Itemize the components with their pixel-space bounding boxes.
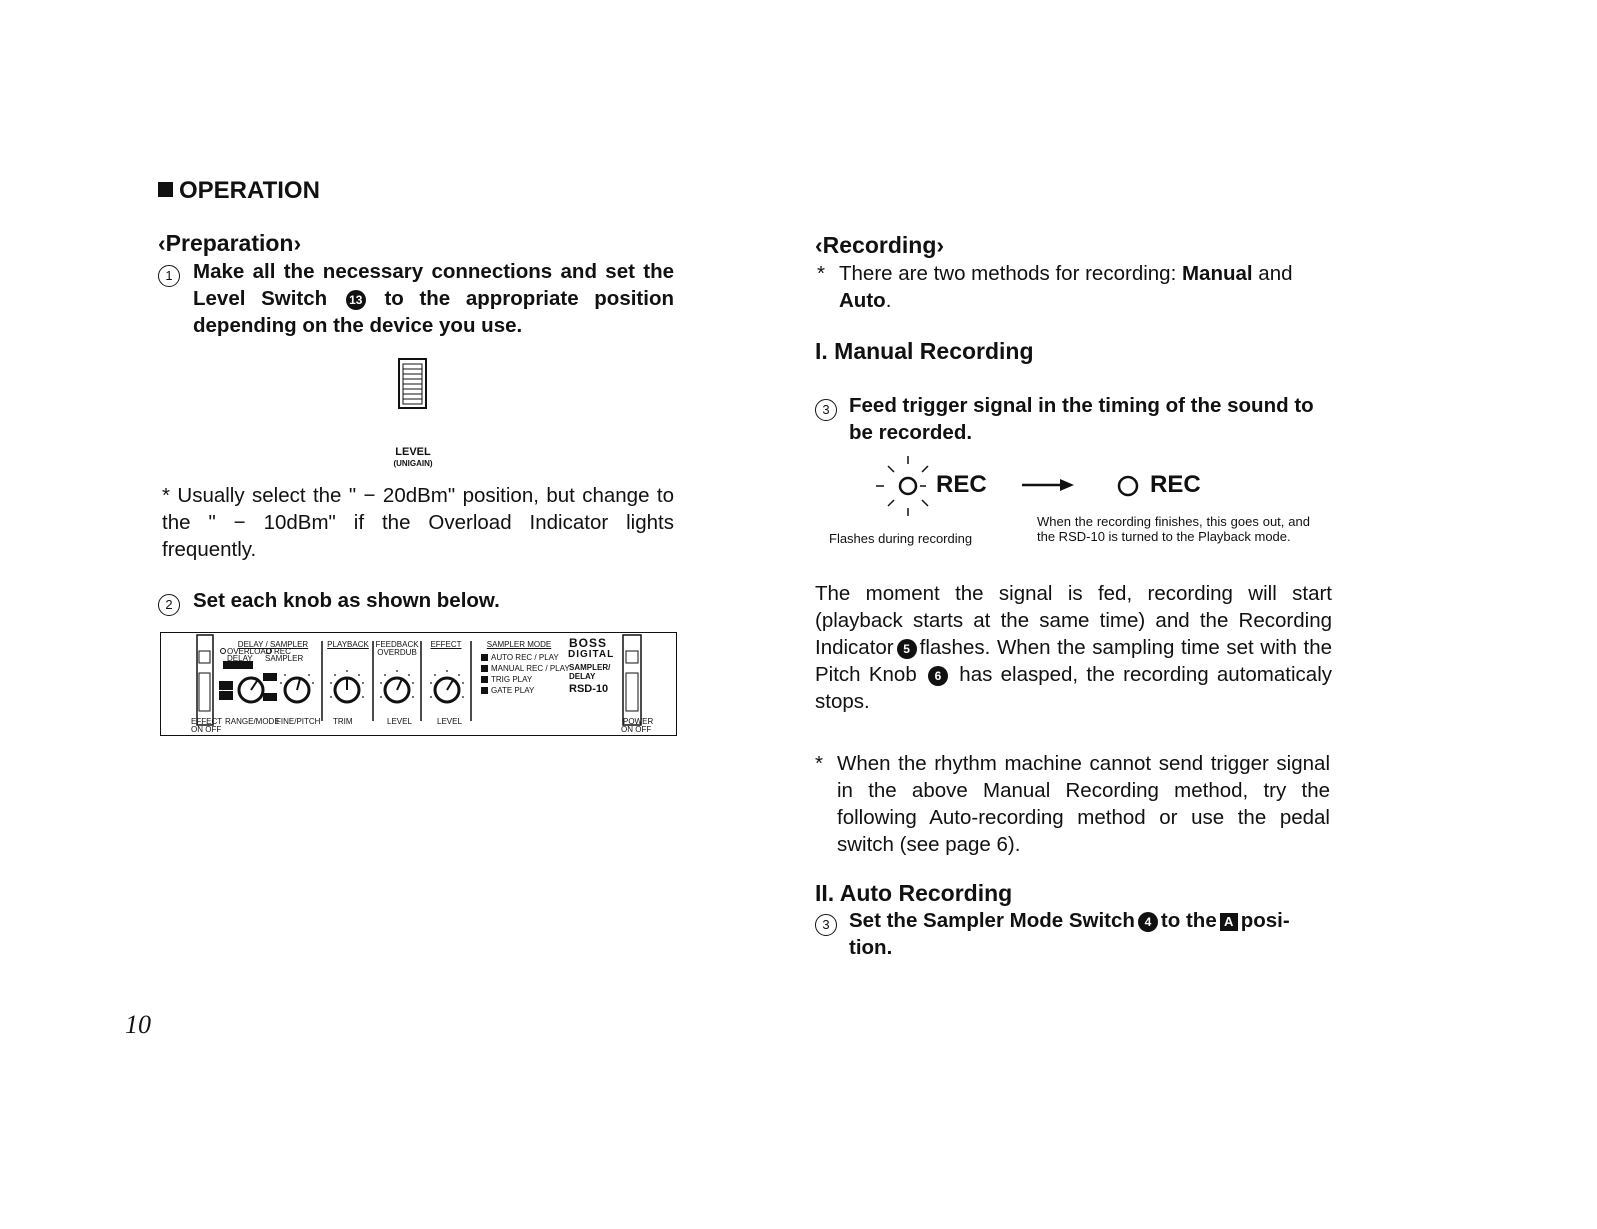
panel-effect-onoff: ON OFF: [191, 725, 222, 734]
panel-effect-top-label: EFFECT: [430, 640, 462, 649]
panel-rec-label: REC: [274, 647, 291, 656]
panel-fine-pitch-label: FINE/PITCH: [276, 717, 321, 726]
panel-delay-sampler-label: DELAY / SAMPLER: [237, 640, 309, 649]
panel-sampler-mode-label: SAMPLER MODE: [486, 640, 552, 649]
panel-level1-label: LEVEL: [387, 717, 412, 726]
mode-a-marker: A: [1220, 913, 1238, 931]
ref-marker: 5: [897, 639, 917, 659]
rec-off-caption: When the recording finishes, this goes out, and the RSD-10 is turned to the Playback mode.: [1037, 514, 1310, 544]
page-number: 10: [125, 1010, 151, 1039]
note-recording-methods: * There are two methods for recording: Manual and Auto.: [817, 262, 1293, 312]
note-level-setting: * Usually select the " − 20dBm" position, but change to the " − 10dBm" if the Overload Indicator lights frequently.: [162, 484, 674, 561]
rec-flashing-icon: [872, 452, 936, 516]
ref-marker: 6: [928, 666, 948, 686]
panel-range-mode-label: RANGE/MODE: [225, 717, 280, 726]
preparation-heading: ‹Preparation›: [158, 230, 302, 256]
unigain-label: (UNIGAIN): [393, 459, 433, 468]
panel-model: RSD-10: [569, 683, 609, 695]
panel-mode-d: GATE PLAY: [491, 686, 535, 695]
panel-mode-b: MANUAL REC / PLAY: [491, 664, 570, 673]
rec-flash-caption: Flashes during recording: [829, 531, 973, 546]
panel-effect-bottom-label: EFFECT: [191, 717, 223, 726]
step-number: 1: [158, 265, 180, 287]
level-label: LEVEL: [395, 446, 431, 458]
panel-sampler-label: SAMPLER: [265, 654, 304, 663]
panel-playback-label: PLAYBACK: [327, 640, 369, 649]
step-2: 2 Set each knob as shown below.: [158, 587, 674, 614]
step-number: 3: [815, 914, 837, 936]
panel-mode-a: AUTO REC / PLAY: [491, 653, 559, 662]
panel-overdub-label: OVERDUB: [377, 648, 417, 657]
ref-marker: 13: [346, 290, 366, 310]
step-number: 2: [158, 594, 180, 616]
panel-brand: BOSS: [569, 636, 608, 650]
panel-power-onoff: ON OFF: [621, 725, 652, 734]
panel-mode-c: TRIG PLAY: [491, 675, 533, 684]
panel-overload-label: OVERLOAD: [227, 647, 272, 656]
panel-level2-label: LEVEL: [437, 717, 462, 726]
recording-explanation: The moment the signal is fed, recording will start (playback starts at the same time) and the Recording Indicator 5 flashes. When the sampling time set with the Pitch Knob 6 has elasped, the recording automaticaly stops.: [815, 582, 1332, 713]
panel-power-label: POWER: [623, 717, 654, 726]
step-3-auto: 3 Set the Sampler Mode Switch 4 to the A posi- tion.: [815, 907, 1333, 961]
arrow-right-icon: [1022, 478, 1074, 492]
panel-trim-label: TRIM: [333, 717, 353, 726]
step-3-manual: 3 Feed trigger signal in the timing of the sound to be recorded.: [815, 392, 1333, 446]
panel-digital: DIGITAL: [568, 649, 615, 660]
panel-delay-label: DELAY: [227, 654, 253, 663]
rsd10-panel-illustration: [160, 632, 677, 736]
panel-feedback-label: FEEDBACK: [375, 640, 419, 649]
recording-heading: ‹Recording›: [815, 232, 945, 258]
note-trigger: * When the rhythm machine cannot send trigger signal in the above Manual Recording method, try the following Auto-recording method or use the pedal switch (see page 6).: [815, 752, 1330, 856]
rec-flash-label: REC: [936, 471, 987, 498]
auto-recording-heading: II. Auto Recording: [815, 880, 1013, 906]
manual-recording-heading: I. Manual Recording: [815, 338, 1034, 364]
section-title: OPERATION: [158, 177, 320, 205]
level-switch-illustration: [398, 358, 428, 410]
step-1: 1 Make all the necessary connections and set the Level Switch 13 to the appropriate position depending on the device you use.: [158, 258, 674, 339]
rec-off-label: REC: [1150, 471, 1201, 498]
square-bullet-icon: [158, 182, 173, 197]
ref-marker: 4: [1138, 912, 1158, 932]
panel-sampler-delay: SAMPLER/ DELAY: [569, 663, 611, 681]
step-number: 3: [815, 399, 837, 421]
rec-off-icon: [1116, 474, 1140, 498]
